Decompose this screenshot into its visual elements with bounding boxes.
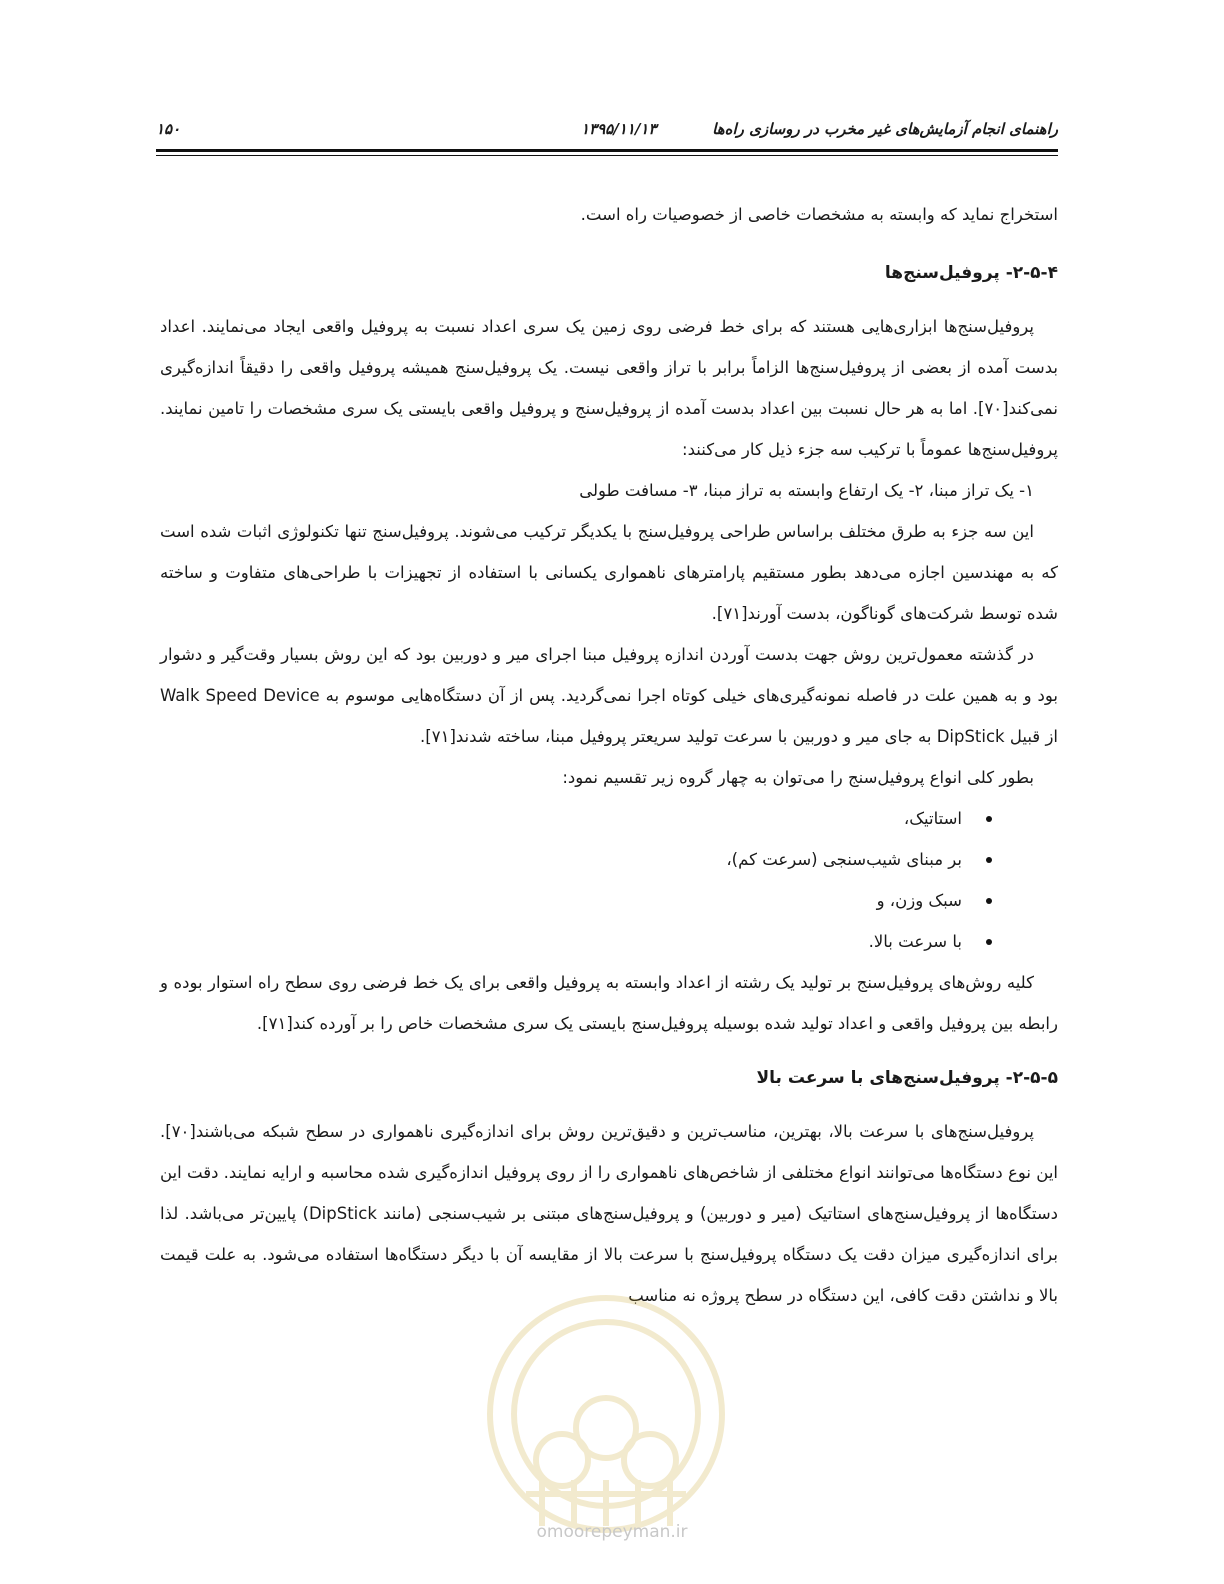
list-item: با سرعت بالا.	[160, 921, 1058, 962]
paragraph-components: ۱- یک تراز مبنا، ۲- یک ارتفاع وابسته به تراز مبنا، ۳- مسافت طولی	[579, 481, 1034, 500]
paragraph: پروفیل‌سنج‌ها ابزاری‌هایی هستند که برای خط فرضی روی زمین یک سری اعداد نسبت به پروفیل واقعی ایجاد می‌نمایند. اعداد بدست آمده از بعضی از پروفیل‌سنج‌ها الزاماً برابر با تراز واقعی نیست. یک پروفیل‌سنج همیشه پروفیل واقعی را دقیقاً اندازه‌گیری نمی‌کند[۷۰]. اما به هر حال نسبت بین اعداد بدست آمده از پروفیل‌سنج و پروفیل واقعی بایستی یک سری مشخصات را تامین نمایند. پروفیل‌سنج‌ها عموماً با ترکیب سه جزء ذیل کار می‌کنند:	[160, 317, 1058, 459]
watermark-url: omoorepeyman.ir	[536, 1522, 688, 1542]
watermark-seal-icon	[482, 1290, 730, 1538]
section-heading-profilometers: ۲-۵-۴- پروفیل‌سنج‌ها	[884, 263, 1058, 283]
paragraph-list-intro: بطور کلی انواع پروفیل‌سنج را می‌توان به چهار گروه زیر تقسیم نمود:	[562, 768, 1034, 787]
bullet-list	[160, 798, 1058, 962]
paragraph-continued: استخراج نماید که وابسته به مشخصات خاصی از خصوصیات راه است.	[580, 205, 1058, 224]
header-date: ۱۳۹۵/۱۱/۱۳	[581, 120, 657, 138]
body-text	[160, 194, 1058, 1316]
running-header	[156, 120, 1058, 146]
header-rule-thin	[156, 155, 1058, 156]
paragraph: در گذشته معمول‌ترین روش جهت بدست آوردن اندازه پروفیل مبنا اجرای میر و دوربین بود که این روش بسیار وقت‌گیر و دشوار بود و به همین علت در فاصله نمونه‌گیری‌های خیلی کوتاه اجرا نمی‌گردید. پس از آن دستگاه‌هایی موسوم به Walk Speed Device از قبیل DipStick به جای میر و دوربین با سرعت تولید سریعتر پروفیل مبنا، ساخته شدند[۷۱].	[160, 645, 1058, 746]
section-heading-high-speed: ۲-۵-۵- پروفیل‌سنج‌های با سرعت بالا	[756, 1068, 1058, 1088]
list-item: استاتیک،	[160, 798, 1058, 839]
paragraph: پروفیل‌سنج‌های با سرعت بالا، بهترین، مناسب‌ترین و دقیق‌ترین روش برای اندازه‌گیری ناهمواری در سطح شبکه می‌باشند[۷۰]. این نوع دستگاه‌ها می‌توانند انواع مختلفی از شاخص‌های ناهمواری را از روی پروفیل اندازه‌گیری شده محاسبه و ارایه نمایند. دقت این دستگاه‌ها از پروفیل‌سنج‌های استاتیک (میر و دوربین) و پروفیل‌سنج‌های مبتنی بر شیب‌سنجی (مانند DipStick) پایین‌تر می‌باشد. لذا برای اندازه‌گیری میزان دقت یک دستگاه پروفیل‌سنج با سرعت بالا از مقایسه آن با دیگر دستگاه‌ها استفاده می‌شود. به علت قیمت بالا و نداشتن دقت کافی، این دستگاه در سطح پروژه نه مناسب	[160, 1122, 1058, 1305]
list-item: بر مبنای شیب‌سنجی (سرعت کم)،	[160, 839, 1058, 880]
paragraph: این سه جزء به طرق مختلف براساس طراحی پروفیل‌سنج با یکدیگر ترکیب می‌شوند. پروفیل‌سنج تنها تکنولوژی اثبات شده است که به مهندسین اجازه می‌دهد بطور مستقیم پارامترهای ناهمواری یکسانی با استفاده از تجهیزات با طراحی‌های متفاوت و ساخته شده توسط شرکت‌های گوناگون، بدست آورند[۷۱].	[160, 522, 1058, 623]
paragraph: کلیه روش‌های پروفیل‌سنج بر تولید یک رشته از اعداد وابسته به پروفیل واقعی برای یک خط فرضی روی سطح راه استوار بوده و رابطه بین پروفیل واقعی و اعداد تولید شده بوسیله پروفیل‌سنج بایستی یک سری مشخصات خاص را بر آورده کند[۷۱].	[160, 973, 1058, 1033]
header-rule-thick	[156, 149, 1058, 152]
page-number: ۱۵۰	[156, 120, 181, 138]
list-item: سبک وزن، و	[160, 880, 1058, 921]
header-title: راهنمای انجام آزمایش‌های غیر مخرب در روسازی راه‌ها	[712, 120, 1058, 138]
